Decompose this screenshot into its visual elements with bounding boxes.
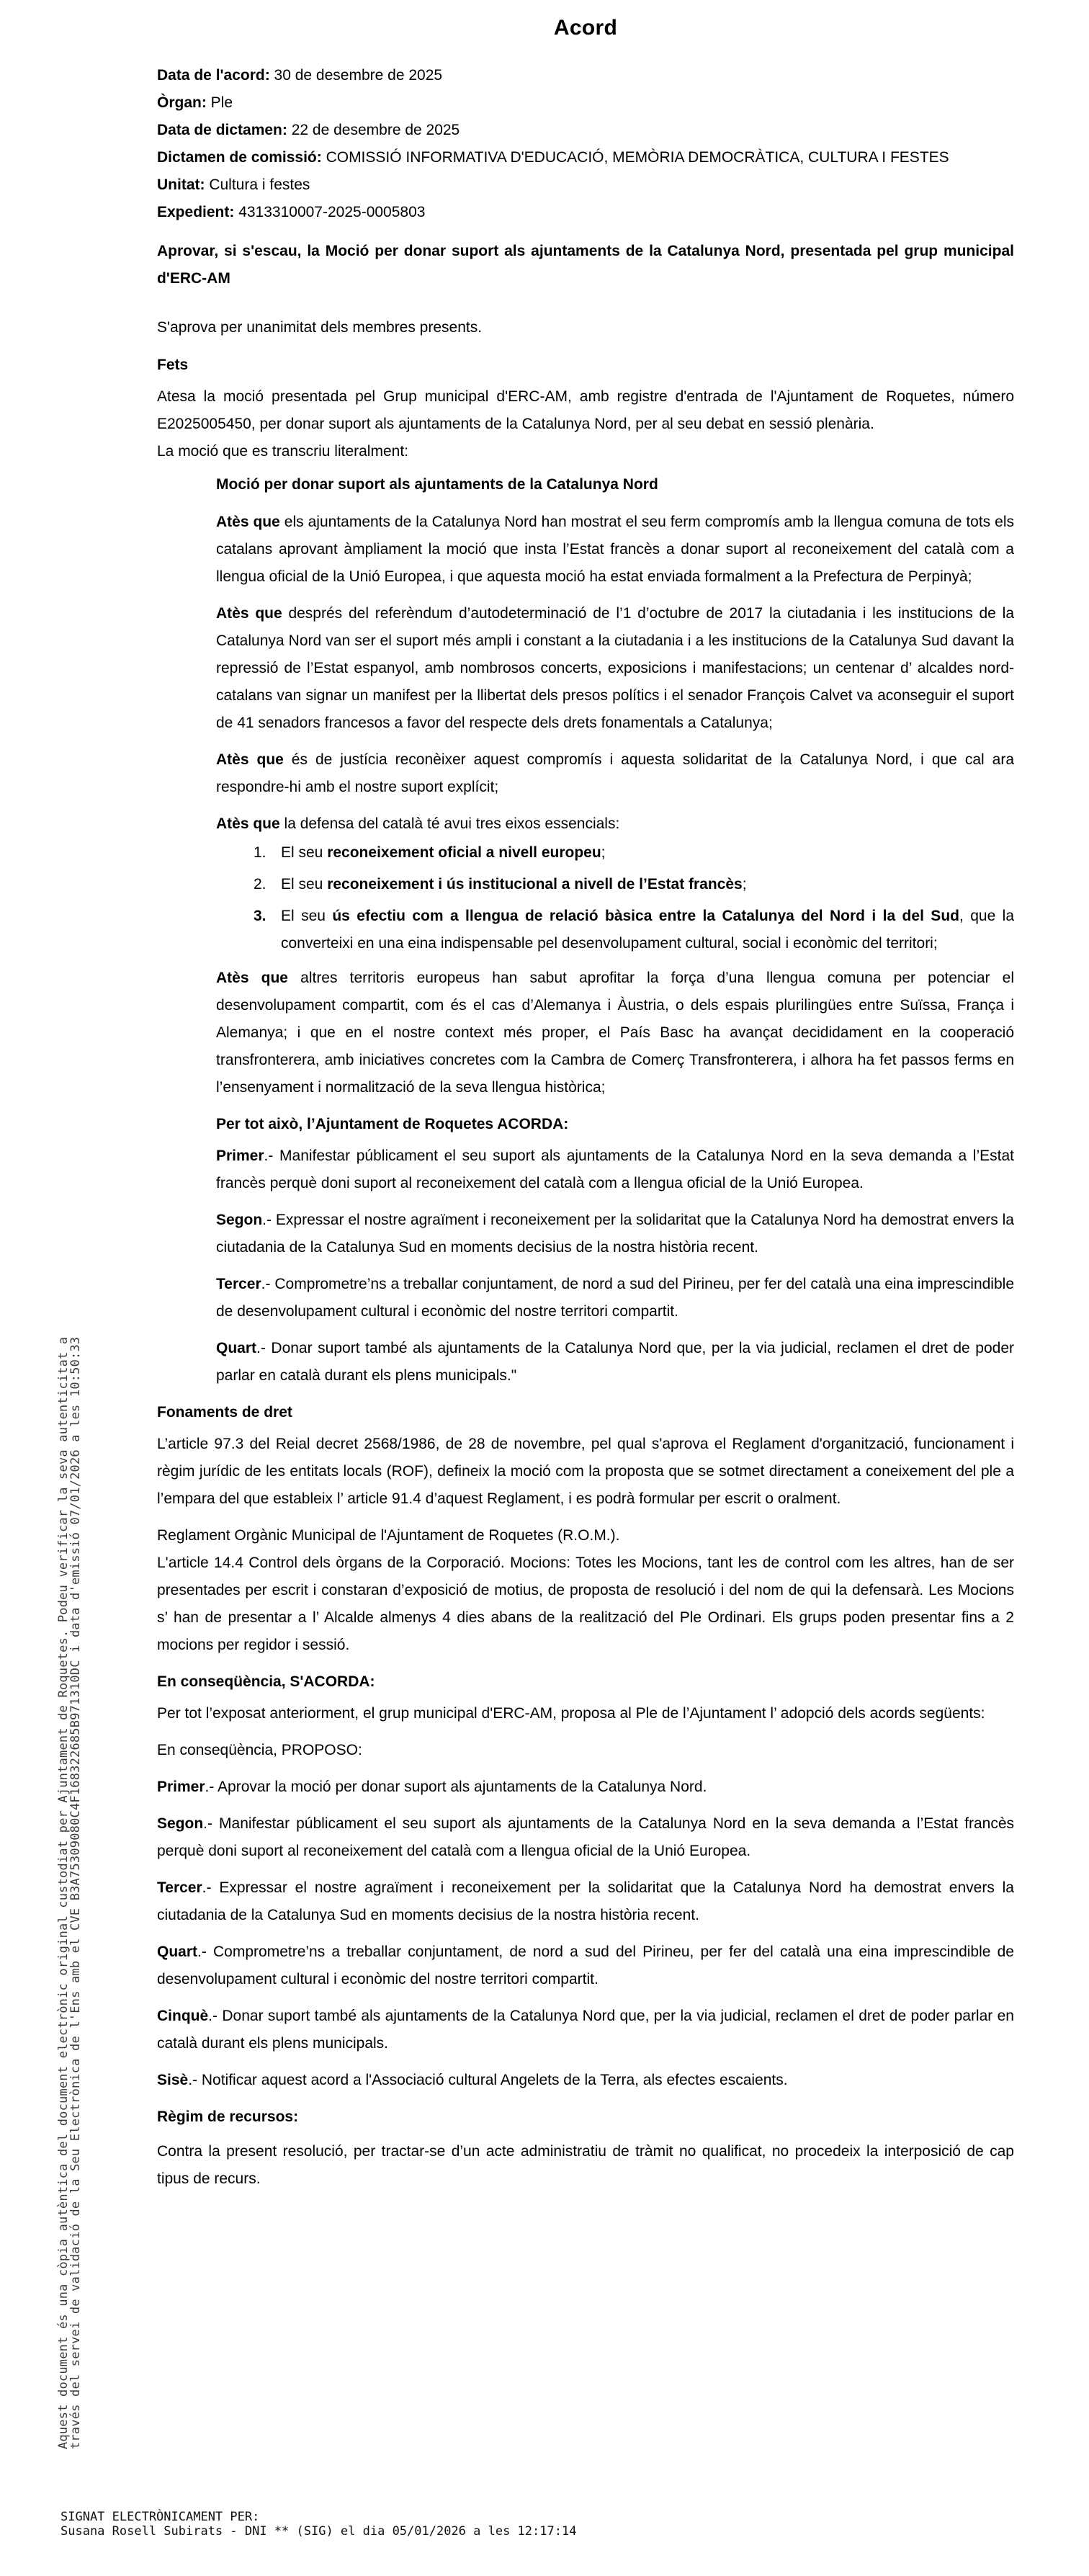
- paragraph-lead: Atès que: [216, 815, 280, 832]
- item-text: .- Expressar el nostre agraïment i reconeixement per la solidaritat que la Catalunya Nord ha demostrat envers la ciutadania de la Catalunya Sud en moments decisius de la nostra història recent.: [157, 1879, 1014, 1923]
- meta-dictamen-comissio: [157, 144, 1014, 171]
- motion-paragraph-1: [216, 509, 1014, 591]
- proposo-item-segon: [157, 1810, 1014, 1865]
- acorda-item-quart: [216, 1335, 1014, 1390]
- list-text-bold: reconeixement i ús institucional a nivell de l’Estat francès: [327, 876, 743, 893]
- item-text: .- Comprometre’ns a treballar conjuntament, de nord a sud del Pirineu, per fer del català una eina imprescindible de desenvolupament cultural i econòmic del nostre territori compartit.: [216, 1276, 1014, 1320]
- list-item: [254, 839, 1014, 867]
- item-lead: Quart: [216, 1340, 257, 1356]
- item-text: .- Donar suport també als ajuntaments de la Catalunya Nord que, per la via judicial, reclamen el dret de poder parlar en català durant els plens municipals.: [157, 2008, 1014, 2052]
- item-lead: Sisè: [157, 2072, 189, 2088]
- list-text: [281, 839, 1014, 867]
- list-text-post: ;: [601, 844, 606, 861]
- authenticity-line-1: Aquest document és una còpia autèntica del document electrònic original custodiat per Ajuntament de Roquetes. Podeu verificar la seva autenticitat a: [56, 1336, 71, 2449]
- item-text: .- Expressar el nostre agraïment i reconeixement per la solidaritat que la Catalunya Nord ha demostrat envers la ciutadania de la Catalunya Sud en moments decisius de la nostra història recent.: [216, 1212, 1014, 1256]
- authenticity-vertical-note: [58, 1337, 82, 2449]
- meta-label: Unitat:: [157, 176, 205, 193]
- meta-data-acord: [157, 62, 1014, 89]
- acorda-item-primer: [216, 1142, 1014, 1197]
- item-text: .- Manifestar públicament el seu suport als ajuntaments de la Catalunya Nord en la seva demanda a l’Estat francès perquè doni suport al reconeixement del català com a llengua oficial de la Unió Europea.: [157, 1815, 1014, 1859]
- list-text-pre: El seu: [281, 844, 328, 861]
- page-title: Acord: [553, 16, 618, 40]
- fets-paragraph: Atesa la moció presentada pel Grup municipal d'ERC-AM, amb registre d'entrada de l'Ajuntament de Roquetes, número E2025005450, per donar suport als ajuntaments de la Catalunya Nord, per al seu debat en sessió plenària.: [157, 388, 1014, 432]
- authenticity-line-2: través del servei de validació de la Seu Electrònica de l'Ens amb el CVE B3A75309080C4F168322685B971310DC i data d'emissió 07/01/2026 a les 10:50:33: [68, 1336, 83, 2449]
- proposo-item-sise: [157, 2067, 1014, 2094]
- meta-value: 22 de desembre de 2025: [287, 122, 460, 138]
- proposo-item-tercer: [157, 1874, 1014, 1929]
- acorda-item-tercer: [216, 1271, 1014, 1325]
- signature-signer: Susana Rosell Subirats - DNI ** (SIG) el dia 05/01/2026 a les 12:17:14: [60, 2524, 577, 2539]
- paragraph-text: altres territoris europeus han sabut aprofitar la força d’una llengua comuna per potenciar el desenvolupament compartit, com és el cas d’Alemanya i Àustria, o dels espais plurilingües entre Suïssa, França i Alemanya; i que en el nostre context més proper, el País Basc ha avançat decididament en la cooperació transfronterera, amb iniciatives concretes com la Cambra de Comerç Transfronterera, i alhora ha fet passos ferms en l’ensenyament i normalització de la seva llengua històrica;: [216, 970, 1015, 1096]
- acorda-item-segon: [216, 1207, 1014, 1261]
- motion-paragraph-5: [216, 965, 1014, 1101]
- paragraph-lead: Atès que: [216, 605, 282, 622]
- meta-organ: [157, 89, 1014, 117]
- fets-intro-line: La moció que es transcriu literalment:: [157, 443, 408, 460]
- item-lead: Segon: [157, 1815, 204, 1832]
- paragraph-text: la defensa del català té avui tres eixos essencials:: [279, 815, 620, 832]
- meta-data-dictamen: [157, 117, 1014, 144]
- list-number: 1.: [254, 844, 266, 861]
- meta-label: Data de l'acord:: [157, 67, 270, 84]
- list-text-post: ;: [742, 876, 747, 893]
- paragraph-lead: Atès que: [216, 751, 284, 768]
- signature-footer: [60, 2510, 576, 2539]
- sacorda-intro: Per tot l’exposat anteriorment, el grup municipal d'ERC-AM, proposa al Ple de l’Ajuntament l’ adopció dels acords següents:: [157, 1705, 985, 1722]
- meta-unitat: [157, 171, 1014, 199]
- list-text-pre: El seu: [281, 908, 333, 924]
- paragraph-lead: Atès que: [216, 970, 288, 986]
- meta-value: 30 de desembre de 2025: [269, 67, 443, 84]
- document-body: [157, 12, 1014, 2202]
- meta-label: Dictamen de comissió:: [157, 149, 322, 166]
- item-lead: Cinquè: [157, 2008, 209, 2024]
- subject-heading: Aprovar, si s'escau, la Moció per donar suport als ajuntaments de la Catalunya Nord, presentada pel grup municipal d'ERC-AM: [157, 243, 1014, 287]
- metadata-block: [157, 62, 1014, 226]
- item-text: .- Notificar aquest acord a l'Associació cultural Angelets de la Terra, als efectes escaients.: [188, 2072, 788, 2088]
- motion-paragraph-3: [216, 746, 1014, 801]
- motion-title: Moció per donar suport als ajuntaments de la Catalunya Nord: [216, 476, 658, 493]
- motion-paragraph-4: [216, 810, 1014, 838]
- item-text: .- Aprovar la moció per donar suport als ajuntaments de la Catalunya Nord.: [205, 1779, 707, 1795]
- meta-label: Expedient:: [157, 204, 235, 220]
- fonaments-paragraph-3: L'article 14.4 Control dels òrgans de la Corporació. Mocions: Totes les Mocions, tant les de control com les altres, han de ser presentades per escrit i constaran d’exposició de motius, de proposta de resolució i del nom de qui la defensarà. Les Mocions s’ han de presentar a l’ Alcalde almenys 4 dies abans de la realització del Ple Ordinari. Els grups poden presentar fins a 2 mocions per regidor i sessió.: [157, 1555, 1014, 1653]
- meta-value: Cultura i festes: [205, 176, 310, 193]
- paragraph-text: és de justícia reconèixer aquest compromís i aquesta solidaritat de la Catalunya Nord, i que cal ara respondre-hi amb el nostre suport explícit;: [216, 751, 1014, 795]
- meta-expedient: [157, 199, 1014, 226]
- fonaments-paragraph-1: L’article 97.3 del Reial decret 2568/1986, de 28 de novembre, pel qual s'aprova el Reglament d'organització, funcionament i règim jurídic de les entitats locals (ROF), defineix la moció com la proposta que se sotmet directament a coneixement del ple a l’empara del que estableix l’ article 91.4 d’aquest Reglament, i es podrà formular per escrit o oralment.: [157, 1436, 1014, 1507]
- item-lead: Segon: [216, 1212, 263, 1228]
- eixos-list: [254, 839, 1014, 957]
- meta-value: 4313310007-2025-0005803: [234, 204, 426, 220]
- signature-label: SIGNAT ELECTRÒNICAMENT PER:: [60, 2510, 260, 2524]
- list-item: [254, 871, 1014, 898]
- item-lead: Primer: [157, 1779, 205, 1795]
- list-number: 3.: [254, 908, 266, 924]
- proposo-item-cinque: [157, 2003, 1014, 2057]
- approval-note: S'aprova per unanimitat dels membres presents.: [157, 319, 483, 336]
- meta-label: Òrgan:: [157, 94, 207, 111]
- list-text-bold: reconeixement oficial a nivell europeu: [327, 844, 601, 861]
- motion-block: [216, 471, 1014, 1390]
- section-heading-fets: Fets: [157, 357, 189, 373]
- section-heading-recursos: Règim de recursos:: [157, 2108, 299, 2125]
- list-text-post: , que la converteixi en una eina indispensable pel desenvolupament cultural, social i econòmic del territori;: [281, 908, 1015, 952]
- meta-value: Ple: [206, 94, 233, 111]
- meta-label: Data de dictamen:: [157, 122, 287, 138]
- item-text: .- Donar suport també als ajuntaments de la Catalunya Nord que, per la via judicial, reclamen el dret de poder parlar en català durant els plens municipals.": [216, 1340, 1014, 1384]
- list-number: 2.: [254, 876, 266, 893]
- fonaments-paragraph-2: Reglament Orgànic Municipal de l'Ajuntament de Roquetes (R.O.M.).: [157, 1527, 620, 1544]
- item-lead: Quart: [157, 1944, 198, 1960]
- item-lead: Primer: [216, 1148, 264, 1164]
- motion-paragraph-2: [216, 600, 1014, 737]
- section-heading-fonaments: Fonaments de dret: [157, 1404, 292, 1421]
- section-heading-sacorda: En conseqüència, S'ACORDA:: [157, 1673, 375, 1690]
- item-text: .- Manifestar públicament el seu suport als ajuntaments de la Catalunya Nord en la seva demanda a l’Estat francès perquè doni suport al reconeixement del català com a llengua oficial de la Unió Europea.: [216, 1148, 1014, 1191]
- item-lead: Tercer: [216, 1276, 261, 1292]
- proposo-line: En conseqüència, PROPOSO:: [157, 1742, 362, 1758]
- acorda-heading: Per tot això, l’Ajuntament de Roquetes ACORDA:: [216, 1116, 569, 1132]
- item-lead: Tercer: [157, 1879, 202, 1896]
- recursos-paragraph: Contra la present resolució, per tractar-se d’un acte administratiu de tràmit no qualificat, no procedeix la interposició de cap tipus de recurs.: [157, 2143, 1014, 2187]
- proposo-item-quart: [157, 1938, 1014, 1993]
- paragraph-text: els ajuntaments de la Catalunya Nord han mostrat el seu ferm compromís amb la llengua comuna de tots els catalans aprovant àmpliament la moció que insta l’Estat francès a donar suport al reconeixement del català com a llengua oficial de la Unió Europea, i que aquesta moció ha estat enviada formalment a la Prefectura de Perpinyà;: [216, 514, 1014, 585]
- meta-value: COMISSIÓ INFORMATIVA D'EDUCACIÓ, MEMÒRIA DEMOCRÀTICA, CULTURA I FESTES: [321, 149, 949, 166]
- paragraph-text: després del referèndum d’autodeterminació de l’1 d’octubre de 2017 la ciutadania i les institucions de la Catalunya Nord van ser el suport més ampli i constant a la ciutadania i a les institucions de la Catalunya Sud davant la repressió de l’Estat espanyol, amb nombrosos concerts, exposicions i manifestacions; un centenar d’ alcaldes nord-catalans van signar un manifest per la llibertat dels presos polítics i el senador François Calvet va aconseguir el suport de 41 senadors francesos a favor del respecte dels drets fonamentals a Catalunya;: [216, 605, 1015, 731]
- list-text: [281, 903, 1014, 957]
- list-text-pre: El seu: [281, 876, 328, 893]
- list-text-bold: ús efectiu com a llengua de relació bàsica entre la Catalunya del Nord i la del Sud: [332, 908, 959, 924]
- list-text: [281, 871, 1014, 898]
- list-item: [254, 903, 1014, 957]
- item-text: .- Comprometre’ns a treballar conjuntament, de nord a sud del Pirineu, per fer del català una eina imprescindible de desenvolupament cultural i econòmic del nostre territori compartit.: [157, 1944, 1014, 1987]
- proposo-item-primer: [157, 1774, 1014, 1801]
- paragraph-lead: Atès que: [216, 514, 280, 530]
